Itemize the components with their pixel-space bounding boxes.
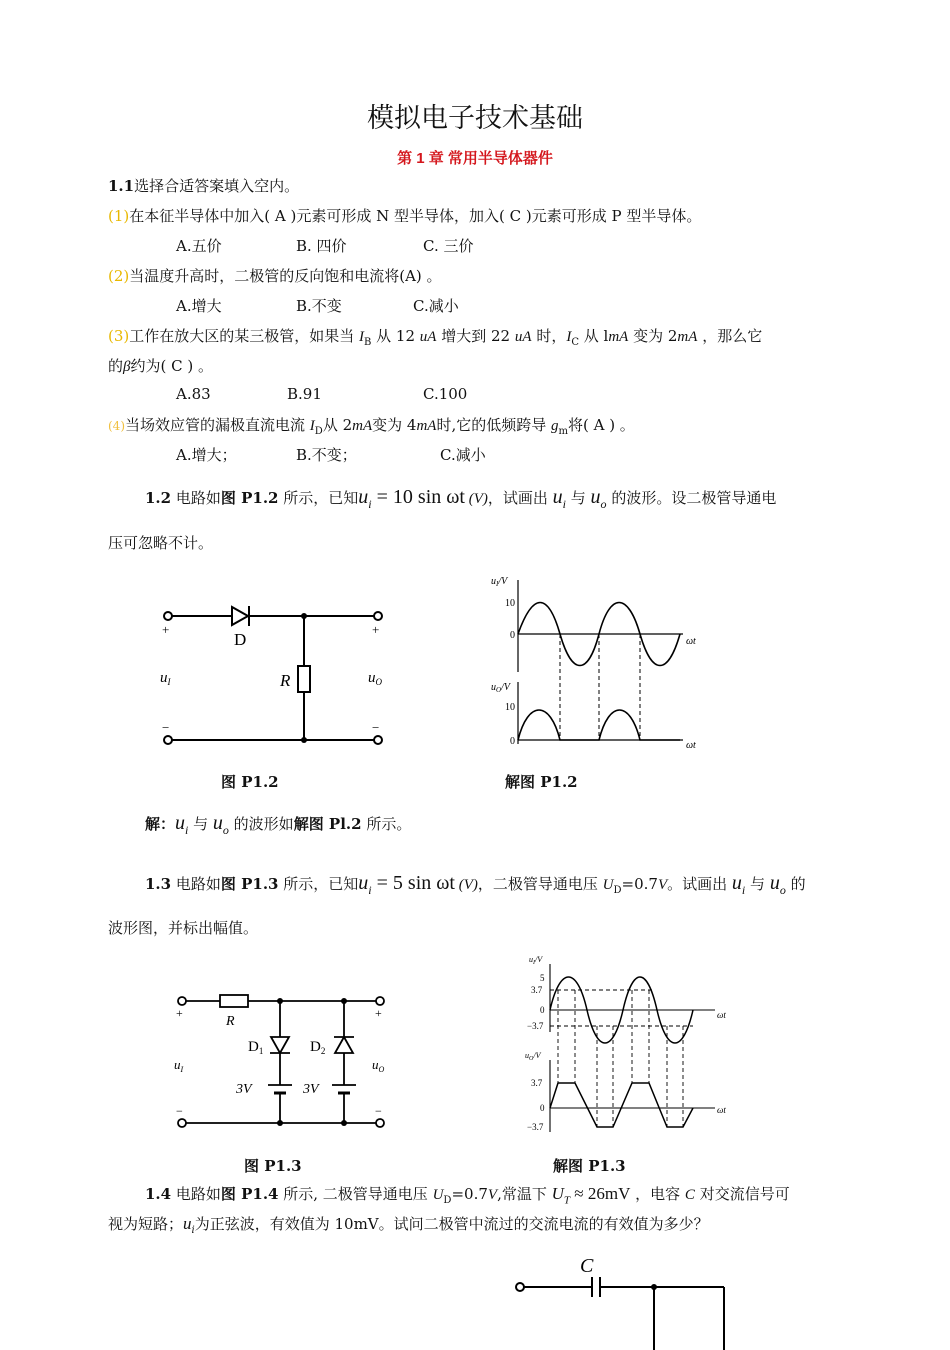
- svg-text:3V: 3V: [236, 1082, 252, 1097]
- question-1-1-4: (4)当场效应管的漏极直流电流 $I_D$从 2mA变为 4mA时,它的低频跨导 $g_m$将( A ) 。: [108, 416, 635, 437]
- option: C.减小: [413, 297, 459, 315]
- svg-text:ωt: ωt: [717, 1010, 726, 1020]
- option: A.增大；: [176, 446, 237, 464]
- question-1-1-3-line2: 的β约为( C ) 。: [108, 357, 213, 375]
- circuit-p1-2: [150, 590, 400, 760]
- svg-text:+: +: [375, 1006, 382, 1020]
- diode-icon: [335, 1037, 353, 1053]
- svg-text:0: 0: [540, 1005, 545, 1015]
- svg-text:ωt: ωt: [717, 1105, 726, 1115]
- svg-text:3V: 3V: [303, 1082, 319, 1097]
- svg-text:−: −: [375, 1104, 382, 1118]
- question-1-2-line2: 压可忽略不计。: [108, 534, 214, 552]
- diode-icon: [271, 1037, 289, 1053]
- svg-text:uI/V: $u_I/V$: [529, 955, 543, 966]
- option: B.91: [287, 385, 322, 403]
- svg-text:uO: $u_O$: [372, 1057, 385, 1074]
- question-1-1-3: (3)工作在放大区的某三极管，如果当 $I_B$ 从 12 uA 增大到 22 uA 时，$I_C$ 从 lmA 变为 2mA ，那么它: [108, 327, 763, 348]
- question-1-1-1: (1)在本征半导体中加入( A )元素可形成 N 型半导体，加入( C )元素可形成 P 型半导体。: [108, 207, 702, 225]
- svg-text:10: 10: [505, 598, 515, 609]
- svg-text:ωt: ωt: [686, 636, 696, 647]
- figure-caption: 解图 P1.3: [553, 1157, 626, 1175]
- svg-text:D: D: [234, 630, 247, 649]
- option: C. 三价: [423, 237, 474, 255]
- svg-text:uI/V: $u_I/V$: [491, 576, 508, 588]
- figure-caption: 解图 P1.2: [505, 773, 578, 791]
- circuit-p1-4: [510, 1250, 750, 1350]
- svg-text:3.7: 3.7: [531, 1078, 543, 1088]
- option: A.83: [176, 385, 211, 403]
- option: C.减小: [440, 446, 486, 464]
- svg-text:5: 5: [540, 973, 545, 983]
- svg-text:−: −: [162, 720, 170, 735]
- option: A.五价: [176, 237, 222, 255]
- answer-1-2: 解：$u_i$ 与 $u_o$ 的波形如解图 Pl.2 所示。: [145, 812, 412, 837]
- page-title: 模拟电子技术基础: [367, 103, 583, 134]
- svg-text:uO/V: $u_O/V$: [525, 1051, 541, 1062]
- svg-text:0: 0: [540, 1103, 545, 1113]
- svg-text:R: R: [280, 671, 291, 690]
- figure-caption: 图 P1.2: [221, 773, 279, 791]
- circuit-p1-3: [170, 985, 400, 1140]
- question-1-3: 1.3 电路如图 P1.3 所示，已知$u_i = 5$ sin ωt (V)，二极管导通电压 $U_D=0.7V$。试画出 $u_i$ 与 $u_o$ 的: [145, 872, 806, 897]
- svg-text:D1: $D_1$: [248, 1039, 264, 1056]
- svg-text:0: 0: [510, 736, 515, 747]
- option: B.不变；: [296, 446, 357, 464]
- chapter-heading: 第 1 章 常用半导体器件: [397, 150, 553, 167]
- svg-text:0: 0: [510, 630, 515, 641]
- svg-text:uO: $u_O$: [368, 670, 382, 687]
- question-1-1-2: (2)当温度升高时，二极管的反向饱和电流将(A) 。: [108, 267, 442, 285]
- svg-text:+: +: [176, 1006, 183, 1020]
- svg-text:uI: $u_I$: [174, 1057, 184, 1074]
- option: B. 四价: [296, 237, 347, 255]
- svg-text:10: 10: [505, 702, 515, 713]
- svg-text:−3.7: −3.7: [527, 1122, 544, 1132]
- question-1-1-heading: 1.1选择合适答案填入空内。: [108, 177, 300, 195]
- question-1-4: 1.4 电路如图 P1.4 所示, 二极管导通电压 $U_D=0.7V$,常温下 $U_T \approx 26mV$ ，电容 C 对交流信号可: [145, 1184, 790, 1207]
- svg-text:+: +: [372, 622, 380, 637]
- diode-icon: [232, 607, 248, 625]
- waveform-p1-3: [515, 952, 730, 1142]
- svg-text:R: R: [226, 1014, 235, 1029]
- option: B.不变: [296, 297, 342, 315]
- option: C.100: [423, 385, 468, 403]
- svg-text:uO/V: $u_O/V$: [491, 682, 510, 694]
- question-1-2: 1.2 电路如图 P1.2 所示，已知$u_i = 10$ sin ωt (V)，试画出 $u_i$ 与 $u_o$ 的波形。设二极管导通电: [145, 486, 777, 511]
- svg-text:+: +: [162, 622, 170, 637]
- svg-text:uI: $u_I$: [160, 670, 171, 687]
- svg-text:−: −: [176, 1104, 183, 1118]
- svg-text:D2: $D_2$: [310, 1039, 326, 1056]
- waveform-p1-2: [488, 572, 718, 757]
- svg-text:−3.7: −3.7: [527, 1021, 544, 1031]
- option: A.增大: [176, 297, 222, 315]
- svg-text:ωt: ωt: [686, 740, 696, 751]
- svg-text:3.7: 3.7: [531, 985, 543, 995]
- svg-text:C: C: [580, 1255, 594, 1277]
- svg-text:−: −: [372, 720, 380, 735]
- question-1-4-line2: 视为短路；$u_i$为正弦波，有效值为 10mV。试问二极管中流过的交流电流的有效值为多少？: [108, 1214, 709, 1236]
- question-1-3-line2: 波形图，并标出幅值。: [108, 919, 259, 937]
- figure-caption: 图 P1.3: [244, 1157, 302, 1175]
